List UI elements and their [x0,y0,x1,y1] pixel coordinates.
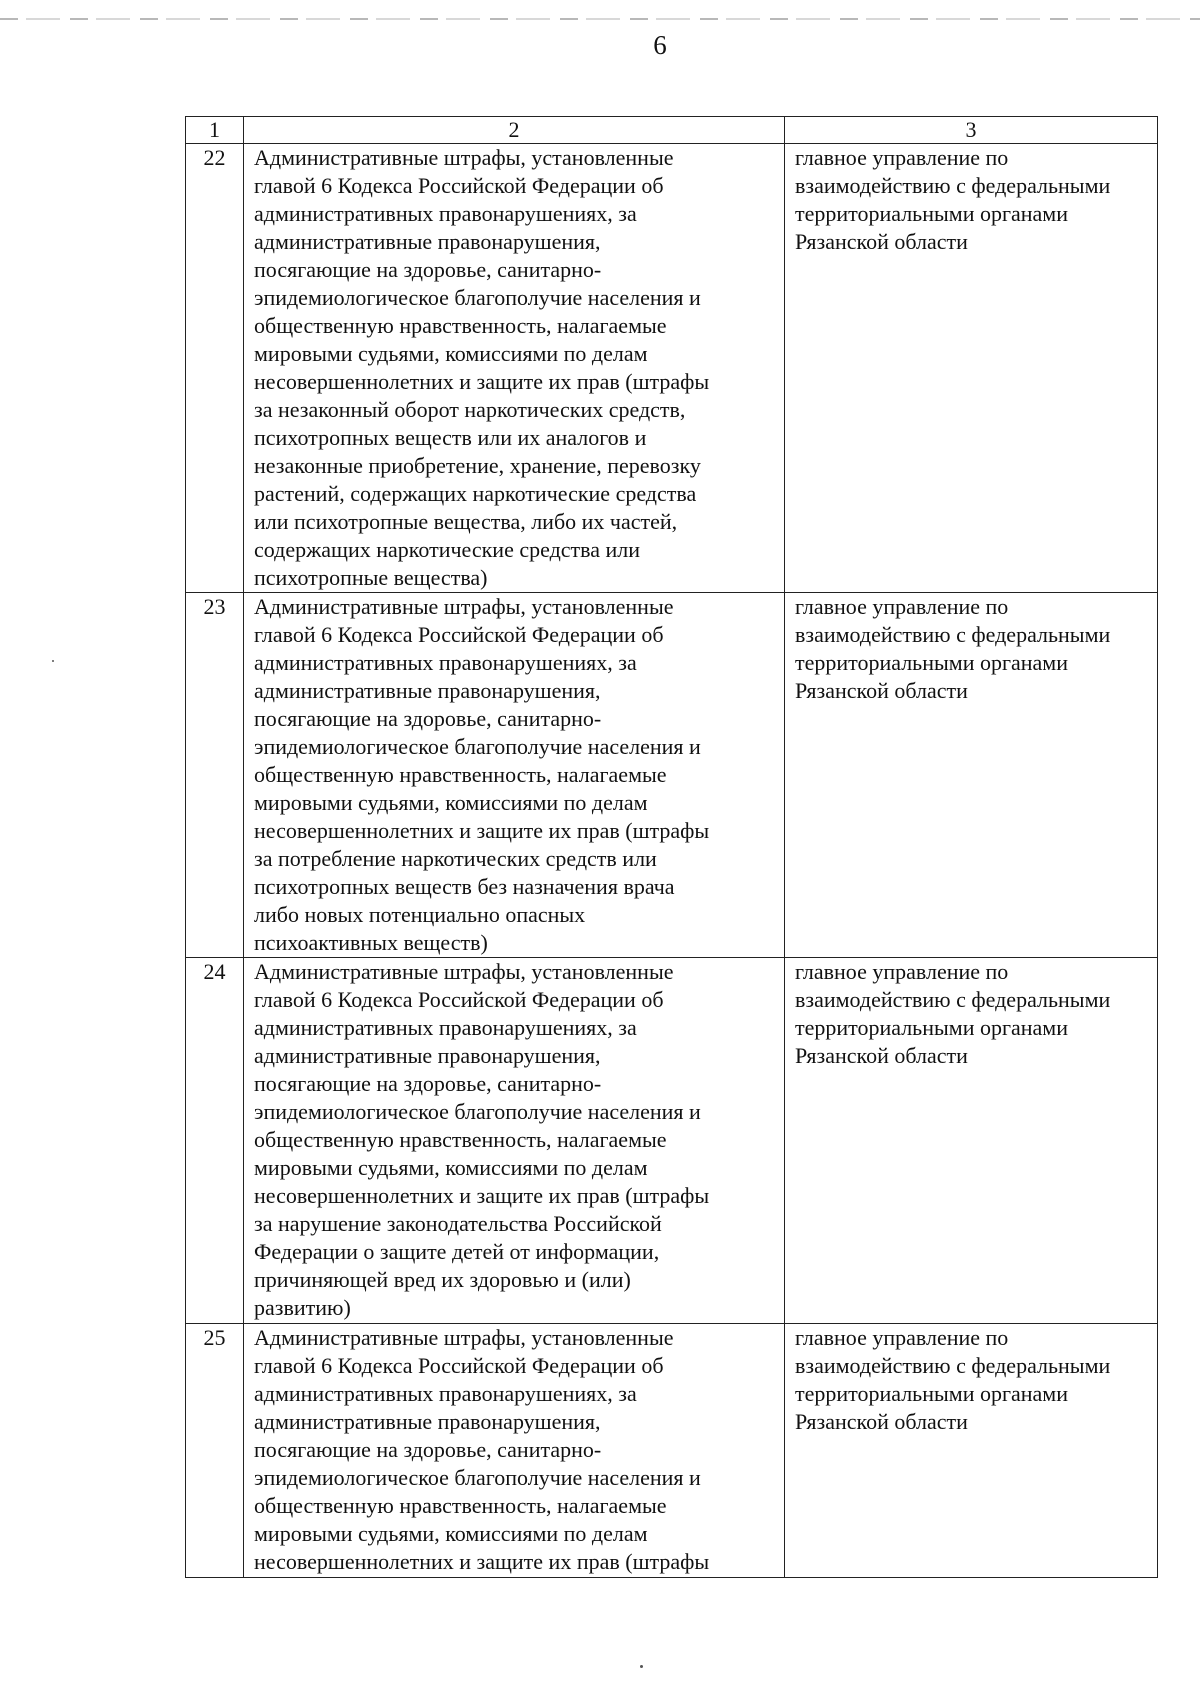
document-table [185,116,1158,1578]
header-cell: 2 [244,117,785,144]
scan-speck [52,660,54,662]
row-number: 22 [186,144,244,593]
row-number: 25 [186,1324,244,1578]
row-description: Административные штрафы, установленные главой 6 Кодекса Российской Федерации об административных правонарушениях, за административные правонарушения, посягающие на здоровье, санитарно- эпидемиологическое благополучие населения и общественную нравственность, налагаемые мировыми судьями, комиссиями по делам несовершеннолетних и защите их прав (штрафы за потребление наркотических средств или психотропных веществ без назначения врача либо новых потенциально опасных психоактивных веществ) [244,593,785,958]
table-row [186,958,1158,1324]
row-description: Административные штрафы, установленные главой 6 Кодекса Российской Федерации об административных правонарушениях, за административные правонарушения, посягающие на здоровье, санитарно- эпидемиологическое благополучие населения и общественную нравственность, налагаемые мировыми судьями, комиссиями по делам несовершеннолетних и защите их прав (штрафы за нарушение законодательства Российской Федерации о защите детей от информации, причиняющей вред их здоровью и (или) развитию) [244,958,785,1324]
header-cell: 1 [186,117,244,144]
page-number: 6 [653,30,667,60]
row-agency: главное управление по взаимодействию с федеральными территориальными органами Рязанской области [785,593,1158,958]
row-agency: главное управление по взаимодействию с федеральными территориальными органами Рязанской области [785,958,1158,1324]
row-description: Административные штрафы, установленные главой 6 Кодекса Российской Федерации об административных правонарушениях, за административные правонарушения, посягающие на здоровье, санитарно- эпидемиологическое благополучие населения и общественную нравственность, налагаемые мировыми судьями, комиссиями по делам несовершеннолетних и защите их прав (штрафы за незаконный оборот наркотических средств, психотропных веществ или их аналогов и незаконные приобретение, хранение, перевозку растений, содержащих наркотические средства или психотропные вещества, либо их частей, содержащих наркотические средства или психотропные вещества) [244,144,785,593]
row-agency: главное управление по взаимодействию с федеральными территориальными органами Рязанской области [785,1324,1158,1578]
table-row [186,144,1158,593]
row-description: Административные штрафы, установленные главой 6 Кодекса Российской Федерации об административных правонарушениях, за административные правонарушения, посягающие на здоровье, санитарно- эпидемиологическое благополучие населения и общественную нравственность, налагаемые мировыми судьями, комиссиями по делам несовершеннолетних и защите их прав (штрафы [244,1324,785,1578]
table-row [186,1324,1158,1578]
header-cell: 3 [785,117,1158,144]
row-number: 24 [186,958,244,1324]
row-agency: главное управление по взаимодействию с федеральными территориальными органами Рязанской области [785,144,1158,593]
row-number: 23 [186,593,244,958]
table-row [186,593,1158,958]
scan-artifact-line [0,18,1200,20]
scan-speck [640,1665,643,1668]
table-header-row [186,117,1158,144]
